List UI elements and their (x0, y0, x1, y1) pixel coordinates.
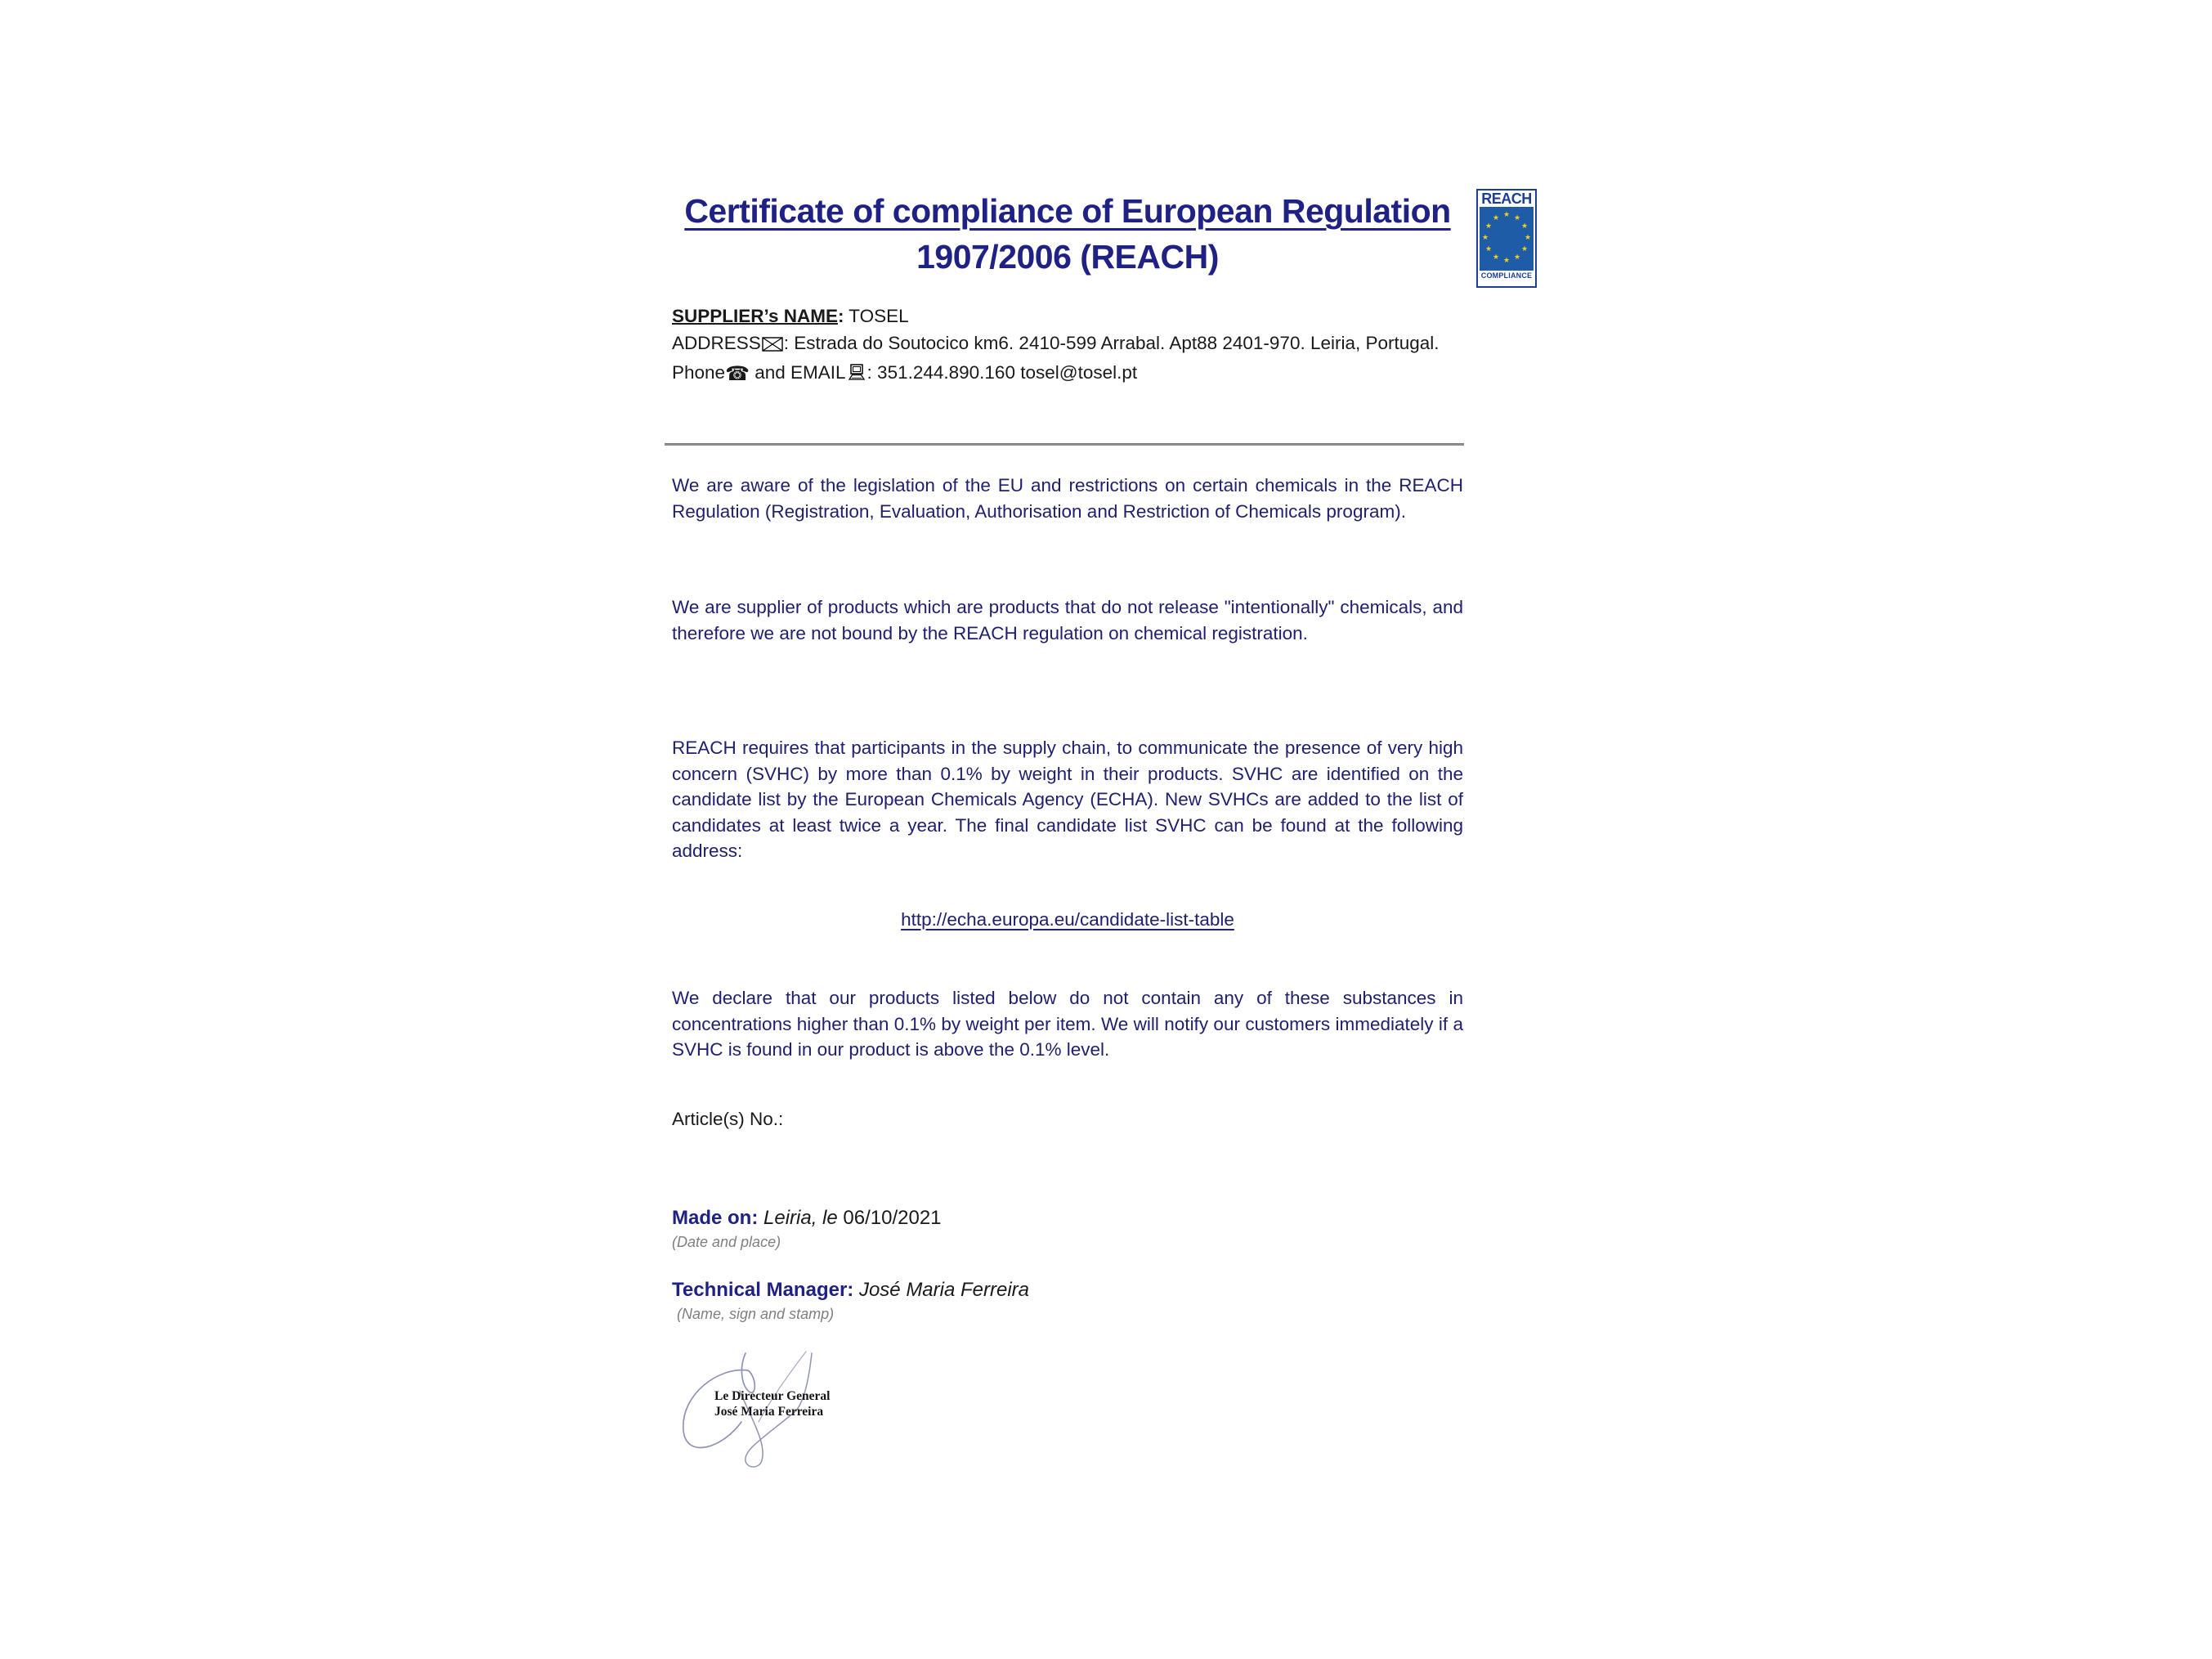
eu-star-icon: ★ (1513, 214, 1521, 222)
technical-manager-label: Technical Manager: (672, 1279, 854, 1301)
address-value: : Estrada do Soutocico km6. 2410-599 Arrabal. Apt88 2401-970. Leiria, Portugal. (783, 333, 1440, 353)
signature-caption-line2: José Maria Ferreira (714, 1405, 824, 1419)
article-number-label: Article(s) No.: (672, 1109, 784, 1129)
horizontal-divider (665, 443, 1464, 446)
eu-star-icon: ★ (1520, 245, 1529, 253)
supplier-name-colon: : (837, 306, 844, 326)
reach-compliance-logo (1476, 189, 1537, 288)
supplier-info (672, 303, 1463, 388)
computer-icon (847, 361, 866, 388)
eu-star-icon: ★ (1513, 253, 1521, 262)
eu-star-icon: ★ (1520, 222, 1529, 231)
candidate-list-link[interactable]: http://echa.europa.eu/candidate-list-table (901, 909, 1234, 930)
eu-star-icon: ★ (1524, 234, 1532, 242)
technical-manager-name: José Maria Ferreira (853, 1279, 1030, 1301)
paragraph-awareness: We are aware of the legislation of the EU and restrictions on certain chemicals in the REACH Regulation (Registration, Evaluation, Authorisation and Restriction of Chemicals program). (672, 475, 1463, 522)
phone-icon: ☎ (725, 362, 750, 385)
address-label: ADDRESS (672, 333, 761, 353)
phone-label: Phone (672, 362, 726, 383)
name-sign-stamp-note: (Name, sign and stamp) (677, 1306, 835, 1322)
page-title (672, 188, 1463, 280)
paragraph-supplier-statement: We are supplier of products which are products that do not release "intentionally" chemicals, and therefore we are not bound by the REACH regulation on chemical registration. (672, 597, 1463, 643)
paragraph-declaration: We declare that our products listed below do not contain any of these substances in concentrations higher than 0.1% by weight per item. We will notify our customers immediately if a SVHC is found in our product is above the 0.1% level. (672, 988, 1463, 1060)
page-title-line2: 1907/2006 (REACH) (916, 238, 1219, 276)
made-on-place: Leiria, le (758, 1207, 844, 1229)
eu-star-icon: ★ (1492, 253, 1500, 262)
signature-area (672, 1345, 864, 1496)
eu-star-icon: ★ (1502, 257, 1511, 265)
reach-logo-compliance-label: COMPLIANCE (1480, 271, 1533, 280)
page-title-line1: Certificate of compliance of European Regulation (684, 192, 1451, 230)
date-place-note: (Date and place) (672, 1234, 781, 1250)
made-on-line (672, 1207, 1463, 1230)
candidate-list-link-row (672, 909, 1463, 930)
certificate-document (672, 0, 1463, 1659)
supplier-name-value: TOSEL (844, 306, 909, 326)
eu-star-icon: ★ (1484, 245, 1493, 253)
eu-flag-graphic (1480, 207, 1534, 271)
made-on-label: Made on: (672, 1207, 759, 1229)
signature-caption (714, 1388, 830, 1419)
envelope-icon (762, 332, 783, 359)
technical-manager-line (672, 1279, 1463, 1302)
made-on-date: 06/10/2021 (843, 1207, 942, 1229)
signature-caption-line1: Le Directeur General (714, 1389, 831, 1403)
eu-star-icon: ★ (1481, 234, 1489, 242)
reach-logo-title: REACH (1481, 191, 1532, 207)
and-email-label: and EMAIL (749, 362, 846, 383)
eu-star-icon: ★ (1502, 211, 1511, 219)
eu-star-icon: ★ (1492, 214, 1500, 222)
signature-scribble (672, 1345, 864, 1496)
supplier-name-label: SUPPLIER’s NAME (672, 306, 838, 326)
eu-star-icon: ★ (1484, 222, 1493, 231)
paragraph-svhc-requirement: REACH requires that participants in the supply chain, to communicate the presence of very high concern (SVHC) by more than 0.1% by weight in their products. SVHC are identified on the candidate list by the European Chemicals Agency (ECHA). New SVHCs are added to the list of candidates at least twice a year. The final candidate list SVHC can be found at the following address: (672, 738, 1463, 861)
contact-value: : 351.244.890.160 tosel@tosel.pt (866, 362, 1138, 383)
